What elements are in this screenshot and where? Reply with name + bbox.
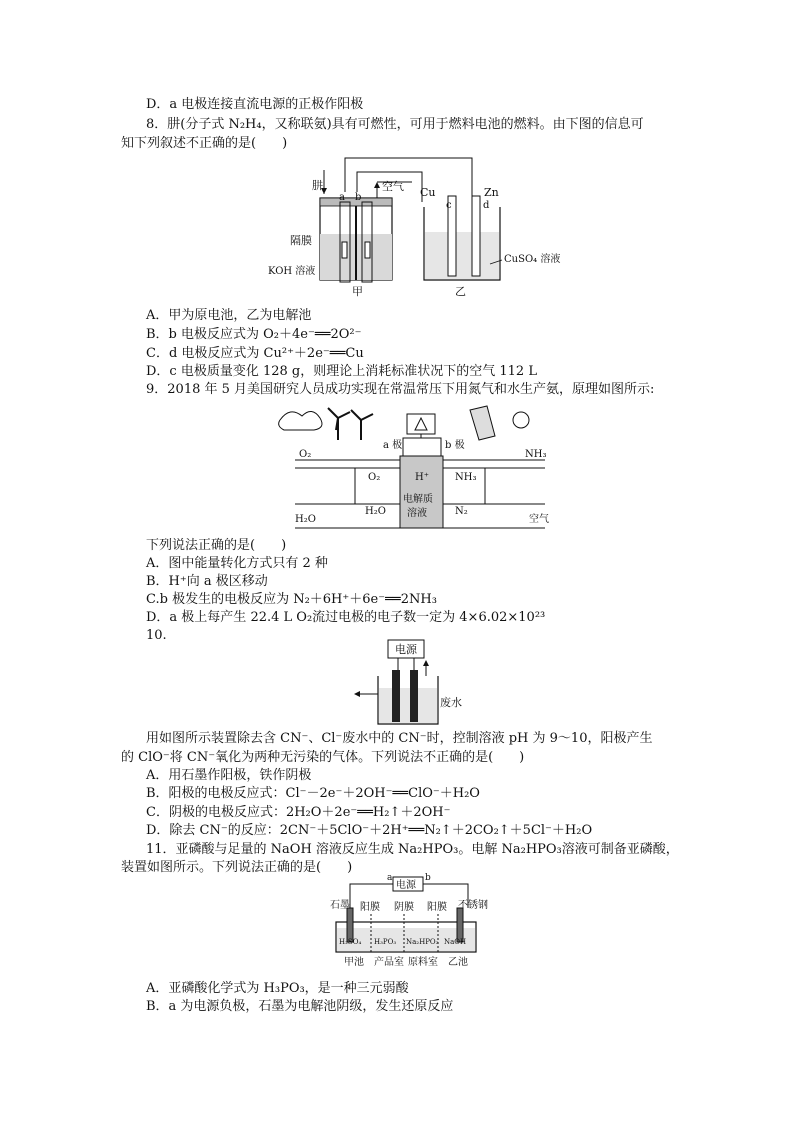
q8-stem-line2: 知下列叙述不正确的是( )	[121, 136, 288, 151]
q9-label-o2-in: O₂	[368, 472, 381, 483]
q8-label-b: b	[355, 192, 362, 203]
q8-option-b: B．b 电极反应式为 O₂＋4e⁻══2O²⁻	[146, 327, 362, 342]
q9-label-electrolyte2: 溶液	[407, 508, 427, 519]
q9-stem: 9．2018 年 5 月美国研究人员成功实现在常温常压下用氮气和水生产氨，原理如图所示:	[146, 382, 655, 397]
q9-option-b: B．H⁺向 a 极区移动	[146, 574, 268, 589]
q11-label-na2hpo3: Na₂HPO₃	[406, 938, 439, 946]
q11-label-graphite: 石墨	[330, 900, 350, 911]
q8-label-air: 空气	[382, 180, 404, 193]
q10-label-power: 电源	[395, 643, 417, 656]
q11-label-h2so4: H₂SO₄	[339, 938, 362, 946]
q9-label-hplus: H⁺	[415, 472, 429, 483]
q10-option-c: C．阴极的电极反应式：2H₂O＋2e⁻══H₂↑＋2OH⁻	[146, 805, 451, 820]
q9-label-b-pole: b 极	[445, 440, 465, 451]
q8-label-cuso4: CuSO₄ 溶液	[504, 254, 561, 265]
q8-label-d: d	[483, 200, 490, 211]
q8-label-koh: KOH 溶液	[268, 266, 316, 277]
q8-label-jia: 甲	[352, 285, 363, 298]
q8-figure	[262, 152, 562, 302]
q11-label-h3po3: H₃PO₃	[374, 938, 397, 946]
q11-label-membrane2: 阴膜	[394, 902, 414, 913]
q11-option-a: A．亚磷酸化学式为 H₃PO₃，是一种三元弱酸	[146, 981, 409, 996]
q10-figure	[350, 636, 470, 728]
q10-option-a: A．用石墨作阳极，铁作阴极	[146, 768, 312, 783]
q11-label-product: 产品室	[374, 957, 404, 968]
q11-label-raw: 原料室	[408, 957, 438, 968]
q10-option-b: B．阳极的电极反应式：Cl⁻－2e⁻＋2OH⁻══ClO⁻＋H₂O	[146, 786, 480, 801]
q8-label-zn: Zn	[484, 186, 499, 199]
q11-label-naoh: NaOH	[444, 938, 467, 946]
q9-figure	[275, 400, 565, 535]
q11-label-b: b	[425, 873, 431, 883]
q11-label-steel: 不锈钢	[458, 900, 488, 911]
q10-number: 10.	[146, 628, 167, 643]
q9-option-c: C.b 极发生的电极反应为 N₂＋6H⁺＋6e⁻══2NH₃	[146, 592, 437, 607]
q11-label-pool-jia: 甲池	[344, 957, 364, 968]
q10-option-d: D．除去 CN⁻的反应：2CN⁻＋5ClO⁻＋2H⁺══N₂↑＋2CO₂↑＋5Cl⁻＋H₂O	[146, 823, 593, 838]
q8-option-c: C．d 电极反应式为 Cu²⁺＋2e⁻══Cu	[146, 346, 364, 361]
q11-stem-line2: 装置如图所示。下列说法正确的是( )	[121, 860, 353, 875]
q9-question: 下列说法正确的是( )	[146, 538, 287, 553]
q11-label-pool-yi: 乙池	[448, 957, 468, 968]
q9-label-nh3-in: NH₃	[455, 472, 477, 483]
q9-option-d: D．a 极上每产生 22.4 L O₂流过电极的电子数一定为 4×6.02×10²³	[146, 610, 546, 625]
q9-label-h2o-inner: H₂O	[365, 506, 386, 517]
q8-option-a: A．甲为原电池，乙为电解池	[146, 308, 312, 323]
q11-stem-line1: 11．亚磷酸与足量的 NaOH 溶液反应生成 Na₂HPO₃。电解 Na₂HPO₃溶液可制备亚磷酸，	[146, 842, 679, 857]
q9-label-nh3-out: NH₃	[525, 449, 547, 460]
q8-label-cu: Cu	[420, 186, 436, 199]
q11-label-membrane1: 阳膜	[360, 902, 380, 913]
q8-label-membrane: 隔膜	[290, 234, 312, 247]
q10-stem-line1: 用如图所示装置除去含 CN⁻、Cl⁻废水中的 CN⁻时，控制溶液 pH 为 9～10，阳极产生	[146, 731, 653, 746]
q9-label-air: 空气	[529, 514, 549, 525]
q8-label-yi: 乙	[455, 285, 466, 298]
q11-label-membrane3: 阳膜	[427, 902, 447, 913]
q11-option-b: B．a 为电源负极，石墨为电解池阴级，发生还原反应	[146, 999, 454, 1014]
q7-option-d: D．a 电极连接直流电源的正极作阳极	[146, 97, 364, 112]
q8-label-c: c	[446, 200, 452, 211]
q11-label-a: a	[387, 873, 393, 883]
q8-option-d: D．c 电极质量变化 128 g，则理论上消耗标准状况下的空气 112 L	[146, 364, 537, 379]
q9-label-a-pole: a 极	[383, 440, 403, 451]
q10-stem-line2: 的 ClO⁻将 CN⁻氧化为两种无污染的气体。下列说法不正确的是( )	[121, 750, 525, 765]
q9-label-electrolyte1: 电解质	[403, 494, 433, 505]
q11-figure	[330, 872, 488, 978]
q9-option-a: A．图中能量转化方式只有 2 种	[146, 556, 328, 571]
q9-label-n2: N₂	[455, 506, 468, 517]
q9-label-o2-out: O₂	[299, 449, 312, 460]
q8-stem-line1: 8．肼(分子式 N₂H₄，又称联氨)具有可燃性，可用于燃料电池的燃料。由下图的信息可	[146, 117, 644, 132]
q8-label-a: a	[339, 192, 345, 203]
q8-label-hydrazine: 肼	[312, 179, 323, 192]
q11-label-power: 电源	[396, 880, 416, 891]
q9-label-h2o-in: H₂O	[295, 514, 316, 525]
q10-label-wastewater: 废水	[440, 696, 462, 709]
